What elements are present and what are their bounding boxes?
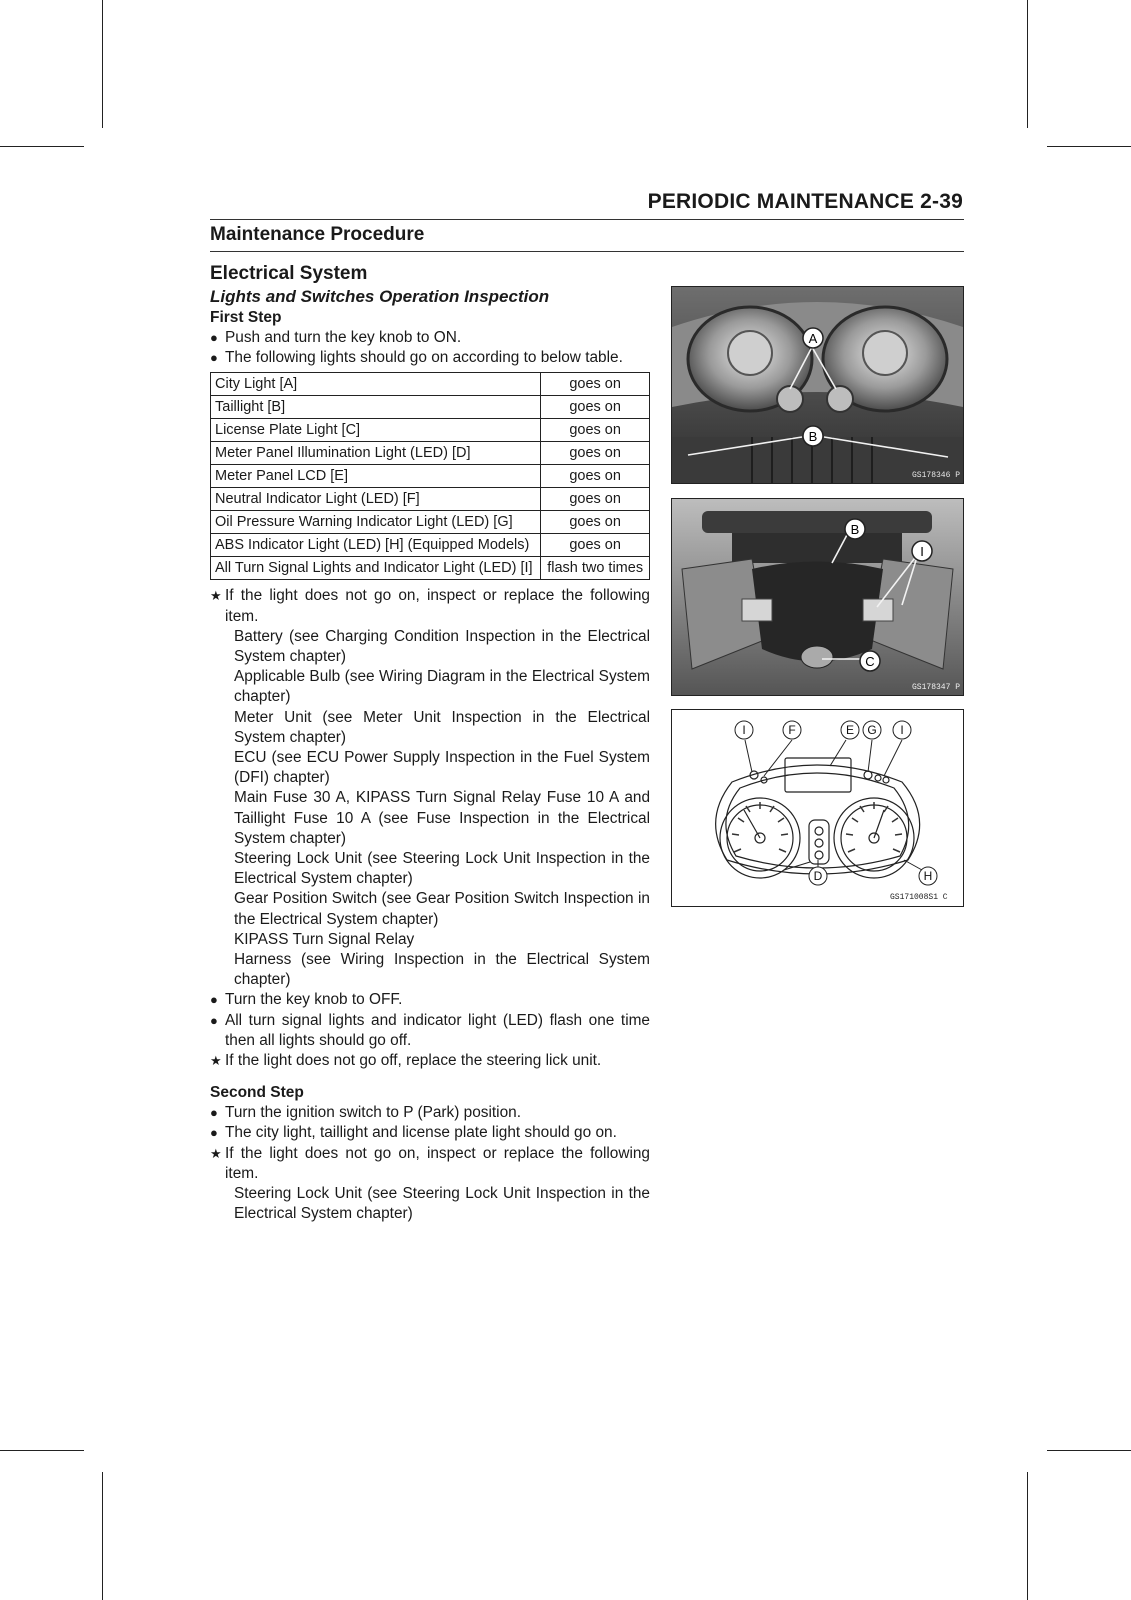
star-icon: ★ [210, 1145, 222, 1161]
table-row [211, 396, 650, 419]
svg-text:C: C [865, 654, 875, 669]
table-cell-item: All Turn Signal Lights and Indicator Light (LED) [I] [211, 557, 541, 580]
table-cell-item: Neutral Indicator Light (LED) [F] [211, 488, 541, 511]
table-cell-item: City Light [A] [211, 373, 541, 396]
table-row [211, 465, 650, 488]
svg-text:F: F [788, 723, 796, 737]
table-cell-result: goes on [541, 534, 650, 557]
bullet-item: ● All turn signal lights and indicator light (LED) flash one time then all lights should go off. [210, 1011, 650, 1049]
sub-item: KIPASS Turn Signal Relay [234, 930, 415, 948]
sub-item: Steering Lock Unit (see Steering Lock Unit Inspection in the Electrical System chapter) [234, 1185, 650, 1223]
callout-f [783, 721, 801, 739]
callout-e [841, 721, 859, 739]
sub-item: Meter Unit (see Meter Unit Inspection in the Electrical System chapter) [234, 708, 650, 746]
star-icon: ★ [210, 588, 222, 604]
callout-i [893, 721, 911, 739]
table-cell-item: ABS Indicator Light (LED) [H] (Equipped Models) [211, 534, 541, 557]
section-title: Maintenance Procedure [210, 224, 425, 245]
figure-code: GS178347 P [912, 683, 961, 692]
sub-item: Applicable Bulb (see Wiring Diagram in the Electrical System chapter) [234, 668, 650, 706]
callout-g [863, 721, 881, 739]
meter-panel-illustration [672, 710, 963, 906]
figure-rear-lights-photo [671, 498, 964, 696]
svg-text:I: I [742, 723, 746, 737]
table-cell-result: goes on [541, 465, 650, 488]
callout-c [860, 651, 880, 671]
table-cell-item: Meter Panel LCD [E] [211, 465, 541, 488]
bullet-icon: ● [210, 330, 218, 345]
svg-text:B: B [850, 522, 860, 537]
star-note: ★ If the light does not go on, inspect or replace the following item. [210, 587, 650, 625]
star-icon: ★ [210, 1053, 222, 1069]
svg-text:H: H [923, 869, 933, 883]
table-cell-result: goes on [541, 511, 650, 534]
figure-code: GS171008S1 C [890, 893, 948, 902]
table-row [211, 442, 650, 465]
svg-text:G: G [867, 723, 877, 737]
main-text-column [210, 262, 650, 1225]
bullet-icon: ● [210, 1105, 218, 1121]
crop-mark [1047, 1450, 1131, 1451]
table-cell-result: goes on [541, 396, 650, 419]
figure-front-lights-photo [671, 286, 964, 484]
callout-i [912, 541, 932, 561]
sub-item: Steering Lock Unit (see Steering Lock Unit Inspection in the Electrical System chapter) [234, 850, 650, 888]
crop-mark [0, 146, 84, 147]
table-cell-item: Oil Pressure Warning Indicator Light (LED) [G] [211, 511, 541, 534]
callout-i [735, 721, 753, 739]
figure-meter-panel-diagram [671, 709, 964, 907]
bullet-icon: ● [210, 350, 218, 366]
table-cell-result: goes on [541, 419, 650, 442]
heading-electrical-system: Electrical System [210, 263, 368, 284]
rear-lights-illustration [672, 499, 963, 695]
table-cell-result: goes on [541, 488, 650, 511]
table-cell-item: Meter Panel Illumination Light (LED) [D] [211, 442, 541, 465]
second-step-heading: Second Step [210, 1084, 304, 1102]
section-rule [210, 251, 964, 252]
bullet-item: ● The city light, taillight and license plate light should go on. [210, 1123, 650, 1143]
header-rule [210, 219, 964, 220]
table-cell-result: goes on [541, 442, 650, 465]
table-row [211, 511, 650, 534]
bullet-icon: ● [210, 1125, 218, 1141]
sub-item: Gear Position Switch (see Gear Position Switch Inspection in the Electrical System chapter) [234, 890, 650, 928]
sub-item: Main Fuse 30 A, KIPASS Turn Signal Relay Fuse 10 A and Taillight Fuse 10 A (see Fuse Inspection in the Electrical System chapter) [234, 789, 650, 847]
subheading-lights-switches: Lights and Switches Operation Inspection [210, 287, 550, 306]
front-lights-illustration [672, 287, 963, 483]
svg-text:I: I [920, 544, 924, 559]
callout-b [803, 426, 823, 446]
svg-text:E: E [845, 723, 855, 737]
table-row [211, 488, 650, 511]
crop-mark [1027, 0, 1028, 128]
callout-a [803, 328, 823, 348]
table-cell-result: goes on [541, 373, 650, 396]
callout-b [845, 519, 865, 539]
svg-text:B: B [808, 429, 818, 444]
table-row [211, 534, 650, 557]
svg-text:A: A [808, 331, 818, 346]
table-row [211, 557, 650, 580]
table-cell-item: License Plate Light [C] [211, 419, 541, 442]
bullet-icon: ● [210, 992, 218, 1008]
star-note: ★ If the light does not go off, replace the steering lick unit. [210, 1051, 650, 1071]
svg-text:I: I [900, 723, 904, 737]
callout-d [809, 867, 827, 885]
crop-mark [1047, 146, 1131, 147]
figure-code: GS178346 P [912, 471, 961, 480]
bullet-icon: ● [210, 1012, 218, 1028]
svg-text:D: D [813, 869, 823, 883]
sub-item: Battery (see Charging Condition Inspection in the Electrical System chapter) [234, 627, 650, 666]
table-cell-item: Taillight [B] [211, 396, 541, 419]
table-row [211, 373, 650, 396]
table-row [211, 419, 650, 442]
first-step-heading: First Step [210, 309, 282, 326]
bullet-item: ● Turn the ignition switch to P (Park) position. [210, 1103, 650, 1123]
bullet-item: ● Turn the key knob to OFF. [210, 990, 650, 1010]
sub-item: ECU (see ECU Power Supply Inspection in the Fuel System (DFI) chapter) [234, 749, 650, 787]
lights-table [210, 372, 650, 580]
sub-item: Harness (see Wiring Inspection in the Electrical System chapter) [234, 951, 650, 989]
bullet-item: ● The following lights should go on according to below table. [210, 348, 650, 368]
star-note: ★ If the light does not go on, inspect or replace the following item. [210, 1144, 650, 1182]
crop-mark [102, 1472, 103, 1600]
bullet-item: ● Push and turn the key knob to ON. [210, 328, 650, 348]
page-header-title: PERIODIC MAINTENANCE 2-39 [647, 190, 963, 213]
table-cell-result: flash two times [541, 557, 650, 580]
crop-mark [1027, 1472, 1028, 1600]
crop-mark [0, 1450, 84, 1451]
callout-h [919, 867, 937, 885]
crop-mark [102, 0, 103, 128]
